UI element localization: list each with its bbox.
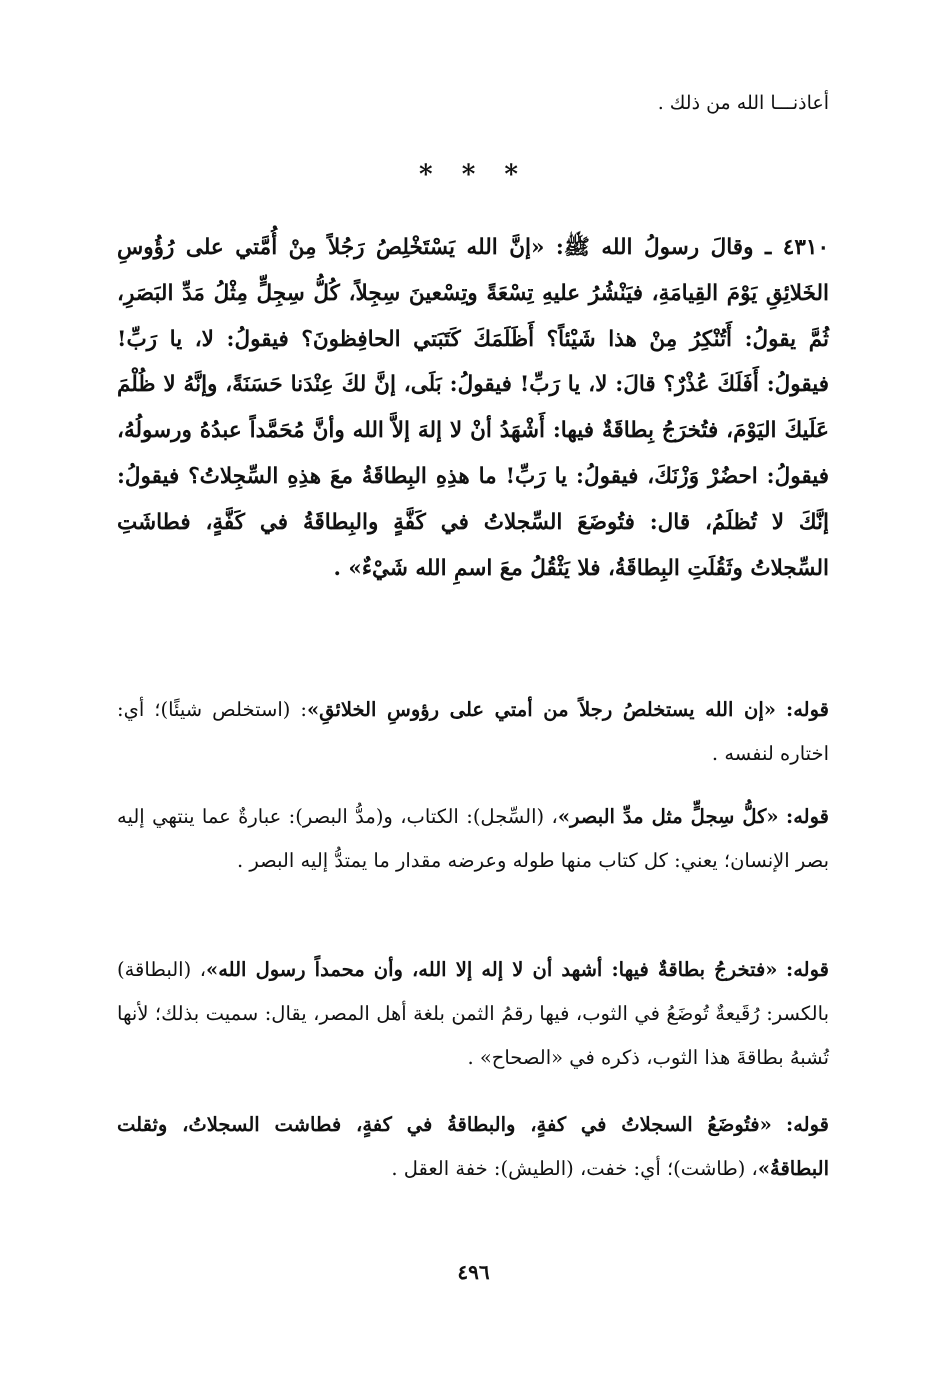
- commentary-label: قوله:: [786, 958, 830, 981]
- commentary-paragraph: [117, 948, 829, 1080]
- commentary-quote: «كلُّ سِجلٍّ مثل مدِّ البصر»: [557, 805, 779, 828]
- commentary-paragraph: [117, 795, 829, 883]
- page-number: ٤٩٦: [457, 1260, 490, 1284]
- commentary-label: قوله:: [786, 698, 829, 721]
- commentary-label: قوله:: [786, 805, 830, 828]
- hadith-number: ٤٣١٠: [782, 235, 829, 260]
- commentary-quote: «إن الله يستخلصُ رجلاً من أمتي على رؤوسِ الخلائقِ»: [306, 698, 776, 721]
- commentary-explanation: : (استخلص شيئًا)؛ أي: اختاره لنفسه .: [117, 698, 829, 765]
- commentary-explanation: ، (السِّجل): الكتاب، و(مدُّ البصر): عبارةٌ عما ينتهي إليه بصر الإنسان؛ يعني: كل كتاب منها طوله وعرضه مقدار ما يمتدُّ إليه البصر .: [117, 805, 829, 872]
- commentary-explanation: ، (البطاقة) بالكسر: رُقَيعةٌ تُوضَعُ في الثوب، فيها رقمُ الثمن بلغة أهل المصر، يقال: سميت بذلك؛ لأنها تُشبهُ بطاقةَ هذا الثوب، ذكره في «الصحاح» .: [117, 958, 829, 1069]
- commentary-explanation: ، (طاشت)؛ أي: خفت، (الطيش): خفة العقل .: [391, 1157, 758, 1180]
- commentary-label: قوله:: [786, 1113, 829, 1136]
- commentary-paragraph: [117, 688, 829, 776]
- commentary-paragraph: [117, 1103, 829, 1191]
- section-separator: * * *: [419, 160, 528, 190]
- commentary-quote: «فتخرجُ بطاقةٌ فيها: أشهد أن لا إله إلا الله، وأن محمداً رسول الله»: [206, 958, 778, 981]
- hadith-text: ـ وقالَ رسولُ الله ﷺ: «إنَّ الله يَسْتَخْلِصُ رَجُلاً مِنْ أُمَّتي على رُؤُوسِ الخَلائِقِ يَوْمَ القِيامَةِ، فيَنْشُرُ عليهِ تِسْعَةً وتِسْعينَ سِجِلاً، كُلُّ سِجِلٍّ مِثْلُ مَدِّ البَصَرِ، ثُمَّ يقولُ: أَتُنْكِرُ مِنْ هذا شَيْئاً؟ أَظَلَمَكَ كَتَبَتي الحافِظونَ؟ فيقولُ: لا، يا رَبِّ! فيقولُ: أَفَلَكَ عُذْرٌ؟ قالَ: لا، يا رَبِّ! فيقولُ: بَلَى، إنَّ لكَ عِنْدَنا حَسَنَةً، وإنَّهُ لا ظُلْمَ عَلَيكَ اليَوْمَ، فتُخرَجُ بِطاقَةٌ فيها: أَشْهَدُ أنْ لا إلهَ إلاَّ الله وأنَّ مُحَمَّداً عبدُهُ ورسولُهُ، فيقولُ: احضُرْ وَزْنَكَ، فيقولُ: يا رَبِّ! ما هذِهِ البِطاقَةُ معَ هذِهِ السِّجِلاتُ؟ فيقولُ: إنَّكَ لا تُظلَمُ، قال: فتُوضَعَ السِّجلاتُ في كَفَّةٍ والبِطاقَةُ في كَفَّةٍ، فطاشَتِ السِّجلاتُ وثَقُلَتِ البِطاقَةُ، فلا يَثْقُلُ معَ اسمِ الله شَيْءٌ» .: [117, 235, 829, 581]
- hadith-paragraph: [117, 225, 829, 591]
- closing-line: أعاذنـــا الله من ذلك .: [657, 92, 829, 114]
- commentary-quote: «فتُوضَعُ السجلاتُ في كفةٍ، والبطاقةُ في كفةٍ، فطاشت السجلاتُ، وثقلت البطاقةُ»: [117, 1113, 829, 1180]
